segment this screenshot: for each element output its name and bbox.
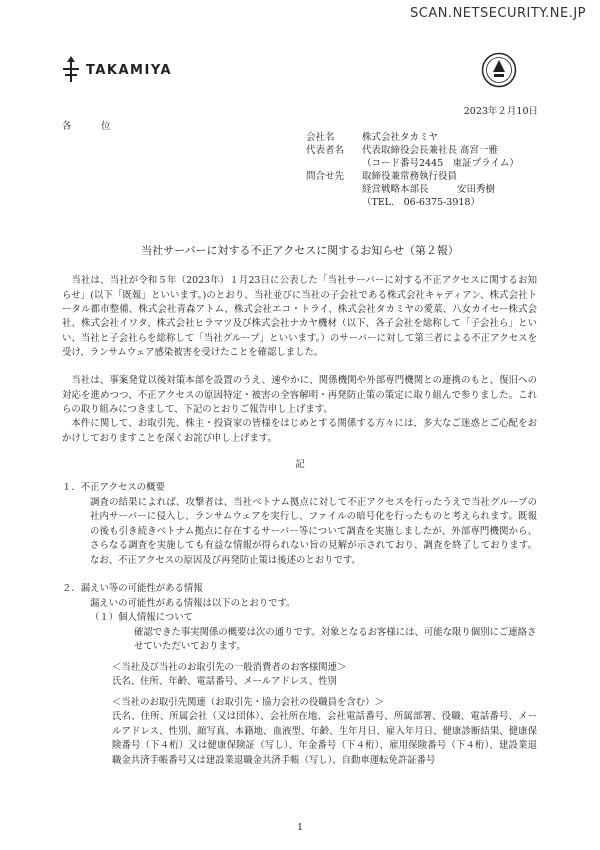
sender-row xyxy=(306,196,519,209)
sender-value: （コード番号2445 東証プライム） xyxy=(362,158,519,169)
brand-name: TAKAMIYA xyxy=(86,62,173,78)
sender-value: 株式会社タカミヤ xyxy=(362,132,439,143)
group-label: ＜当社のお取引先関連（お取引先・協力会社の役職員を含む）＞ xyxy=(112,696,384,708)
sender-value: 代表取締役会長兼社長 髙宮一雅 xyxy=(362,145,499,156)
sender-label xyxy=(306,157,362,170)
sender-label: 代表者名 xyxy=(306,145,345,156)
section-text: 調査の結果によれば、攻撃者は、当社ベトナム拠点に対して不正アクセスを行ったうえで当社グループの社内サーバーに侵入し、ランサムウェアを実行し、ファイルの暗号化を行ったものと考えられます。既報の後も引き続きベトナム拠点に存在するサーバー等について調査を実施しましたが、外部専門機関から、さらなる調査を実施しても有益な情報が得られない旨の見解が示されており、調査を終了しております。なお、不正アクセスの原因及び再発防止策は後述のとおりです。 xyxy=(90,496,537,566)
page-number: 1 xyxy=(296,822,304,833)
section-heading: ２．漏えい等の可能性がある情報 xyxy=(62,583,203,594)
subsection-text: 確認できた事実関係の概要は次の通りです。対象となるお客様には、可能な限り個別にご連絡させていただいております。 xyxy=(134,626,537,652)
section-heading: １．不正アクセスの概要 xyxy=(62,482,165,493)
section-intro: 漏えいの可能性がある情報は以下のとおりです。 xyxy=(90,597,296,609)
ki-heading: 記 xyxy=(295,459,305,470)
sender-row xyxy=(306,144,519,157)
certification-seal-icon xyxy=(481,52,517,88)
sender-value: 取締役兼常務執行役員 xyxy=(362,171,458,182)
sender-label xyxy=(306,196,362,209)
sender-label: 会社名 xyxy=(306,132,335,143)
document-title: 当社サーバーに対する不正アクセスに関するお知らせ（第２報） xyxy=(141,244,459,257)
company-logo xyxy=(62,56,172,84)
group-items: 氏名、住所、所属会社（又は団体）、会社所在地、会社電話番号、所属部署、役職、電話番号、メールアドレス、性別、顔写真、本籍地、血液型、年齢、生年月日、雇入年月日、健康診断結果、健康保険番号（下４桁）又は健康保険証（写し）、年金番号（下４桁）、雇用保険番号（下４桁）、建設業退職金共済手帳番号又は建設業退職金共済手帳（写し）、自動車運転免許証番号 xyxy=(112,711,537,766)
sender-label: 問合せ先 xyxy=(306,171,345,182)
sender-value: 経営戦略本部長 安田秀樹 xyxy=(362,184,496,195)
section-leak-info xyxy=(62,582,537,768)
apology-paragraph: 本件に関して、お取引先、株主・投資家の皆様をはじめとする関係する方々には、多大なご迷惑とご心配をおかけしておりますことを深くお詫び申し上げます。 xyxy=(62,418,537,444)
section-unauthorized-access xyxy=(62,481,537,568)
issue-date: 2023年２月10日 xyxy=(463,106,538,117)
group-label: ＜当社及び当社のお取引先の一般消費者のお客様関連＞ xyxy=(112,661,347,673)
group-items: 氏名、住所、年齢、電話番号、メールアドレス、性別 xyxy=(112,676,337,687)
sender-row xyxy=(306,157,519,170)
watermark-text: SCAN.NETSECURITY.NE.JP xyxy=(409,6,586,21)
sender-label xyxy=(306,183,362,196)
addressee: 各 位 xyxy=(62,121,121,132)
takamiya-mark-icon xyxy=(62,56,80,84)
subsection-heading: （１）個人情報について xyxy=(90,612,193,623)
sender-row xyxy=(306,131,519,144)
sender-block xyxy=(306,131,519,209)
sender-row xyxy=(306,183,519,196)
intro-paragraph: 当社は、当社が令和５年（2023年）１月23日に公表した「当社サーバーに対する不正アクセスに関するお知らせ」(以下「既報」といいます。)のとおり、当社並びに当社の子会社である株式会社キャディアン、株式会社トータル都市整備、株式会社青森アトム、株式会社エコ・トライ、株式会社タカミヤの愛菜、八女カイセー株式会社、株式会社イワタ、株式会社ヒラマツ及び株式会社ナカヤ機材（以下、各子会社を総称して「子会社ら」といい、当社と子会社らを総称して「当社グループ」といいます。）のサーバーに対して第三者による不正アクセスを受け、ランサムウェア感染被害を受けたことを確認しました。 xyxy=(62,275,537,358)
sender-row xyxy=(306,170,519,183)
sender-value: （TEL. 06-6375-3918） xyxy=(362,197,480,208)
response-paragraph: 当社は、事案発覚以後対策本部を設置のうえ、速やかに、関係機関や外部専門機関との連携のもと、復旧への対応を進めつつ、不正アクセスの原因特定・被害の全容解明・再発防止策の策定に取り組んで参りました。これらの取り組みにつきまして、下記のとおりご報告申し上げます。 xyxy=(62,375,537,415)
